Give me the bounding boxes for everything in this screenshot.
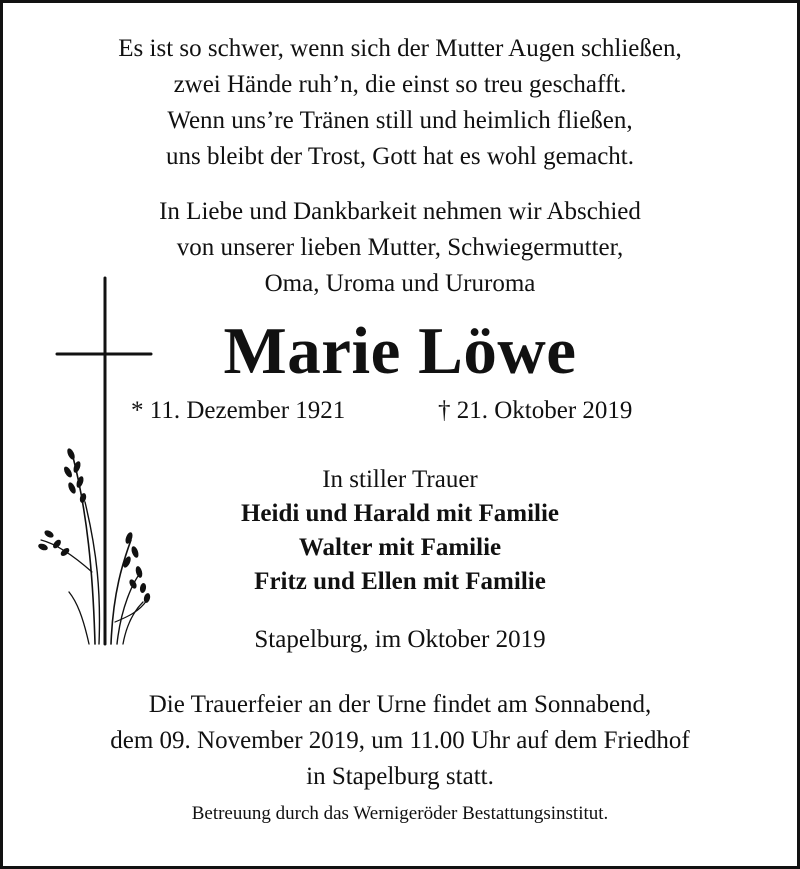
mourner-family: Walter mit Familie [298, 534, 502, 561]
death-date: † 21. Oktober 2019 [438, 397, 633, 424]
mourner-family: Fritz und Ellen mit Familie [254, 568, 546, 595]
place-date: Stapelburg, im Oktober 2019 [254, 626, 546, 653]
poem-line: Wenn uns’re Tränen still und heimlich fließen, [167, 107, 633, 134]
mourners [0, 463, 800, 599]
funeral-line: dem 09. November 2019, um 11.00 Uhr auf dem Friedhof [110, 727, 690, 754]
mourner-family: Heidi und Harald mit Familie [240, 500, 560, 527]
mourners-intro: In stiller Trauer [322, 466, 478, 493]
undertaker-note: Betreuung durch das Wernigeröder Bestattungsinstitut. [191, 803, 609, 824]
intro-line: von unserer lieben Mutter, Schwiegermutter, [176, 234, 624, 261]
poem [0, 31, 800, 175]
poem-line: Es ist so schwer, wenn sich der Mutter Augen schließen, [118, 35, 682, 62]
poem-line: uns bleibt der Trost, Gott hat es wohl gemacht. [165, 143, 635, 170]
intro-line: In Liebe und Dankbarkeit nehmen wir Abschied [159, 198, 641, 225]
funeral-line: in Stapelburg statt. [306, 763, 494, 790]
funeral-info [0, 687, 800, 795]
birth-date: * 11. Dezember 1921 [131, 397, 346, 424]
funeral-line: Die Trauerfeier an der Urne findet am Sonnabend, [148, 691, 652, 718]
poem-line: zwei Hände ruh’n, die einst so treu geschafft. [173, 71, 627, 98]
deceased-name: Marie Löwe [223, 314, 577, 388]
intro-line: Oma, Uroma und Ururoma [264, 270, 536, 297]
